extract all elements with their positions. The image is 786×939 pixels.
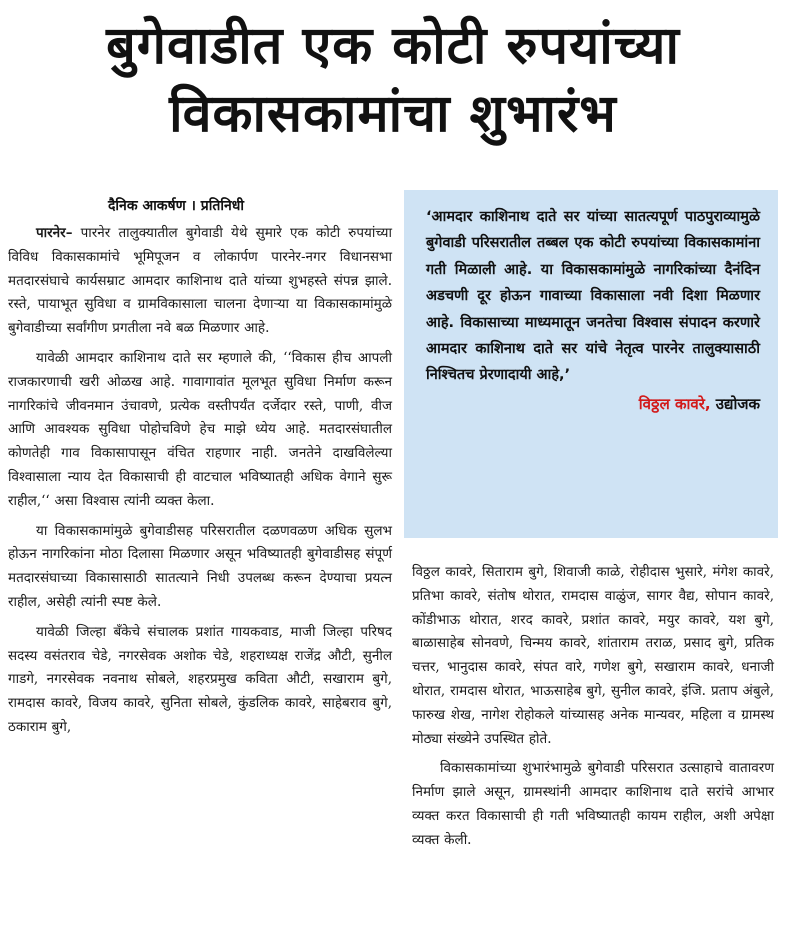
article-paragraph-6: विकासकामांच्या शुभारंभामुळे बुगेवाडी परिसरात उत्साहाचे वातावरण निर्माण झाले असून, ग्रामस्थांनी आमदार काशिनाथ दाते सरांचे आभार व्यक्त करत विकासाची ही गती भविष्यातही कायम राहील, अशी अपेक्षा व्यक्त केली. — [412, 760, 774, 848]
headline — [0, 12, 786, 148]
headline-line-2: विकासकामांचा शुभारंभ — [169, 84, 617, 144]
article-paragraph-5: विठ्ठल कावरे, सिताराम बुगे, शिवाजी काळे, रोहीदास भुसारे, मंगेश कावरे, प्रतिभा कावरे, संतोष थोरात, रामदास वाळुंज, सागर वैद्य, सोपान कावरे, कोंडीभाऊ थोरात, शरद कावरे, प्रशांत कावरे, मयुर कावरे, यश बुगे, बाळासाहेब सोनवणे, चिन्मय कावरे, शांताराम तराळ, प्रसाद बुगे, प्रतिक चत्तर, भानुदास कावरे, संपत वारे, गणेश बुगे, सखाराम कावरे, धनाजी थोरात, रामदास थोरात, भाऊसाहेब बुगे, सुनील कावरे, इंजि. प्रताप अंबुले, फारुख शेख, नागेश रोहोकले यांच्यासह अनेक मान्यवर, महिला व ग्रामस्थ मोठ्या संख्येने उपस्थित होते. — [412, 564, 774, 747]
article-paragraph-2: यावेळी आमदार काशिनाथ दाते सर म्हणाले की, ‘‘विकास हीच आपली राजकारणाची खरी ओळख आहे. गावागावांत मूलभूत सुविधा निर्माण करून नागरिकांचे जीवनमान उंचावणे, प्रत्येक वस्तीपर्यंत दर्जेदार रस्ते, पाणी, वीज आणि आवश्यक सुविधा पोहोचविणे हेच माझे ध्येय आहे. मतदारसंघातील कोणतेही गाव विकासापासून वंचित राहणार नाही. जनतेने दाखविलेल्या विश्वासाला न्याय देत विकासाची ही वाटचाल भविष्यातही अधिक वेगाने सुरू राहील,‘‘ असा विश्वास त्यांनी व्यक्त केला. — [8, 349, 392, 509]
pull-quote-author: विठ्ठल कावरे, — [638, 394, 711, 413]
article-paragraph-4: यावेळी जिल्हा बँकेचे संचालक प्रशांत गायकवाड, माजी जिल्हा परिषद सदस्य वसंतराव चेडे, नगरसेवक अशोक चेडे, शहराध्यक्ष राजेंद्र औटी, सुनील गाडगे, नगरसेवक नवनाथ सोबले, शहरप्रमुख कविता औटी, सखाराम बुगे, रामदास कावरे, विजय कावरे, सुनिता सोबले, कुंडलिक कावरे, साहेबराव बुगे, ठकाराम बुगे, — [8, 623, 392, 735]
article-paragraph-3: या विकासकामांमुळे बुगेवाडीसह परिसरातील दळणवळण अधिक सुलभ होऊन नागरिकांना मोठा दिलासा मिळणार असून भविष्यातही बुगेवाडीसह संपूर्ण मतदारसंघाच्या विकासासाठी सातत्याने निधी उपलब्ध करून देण्याचा प्रयत्न राहील, असेही त्यांनी स्पष्ट केले. — [8, 522, 392, 610]
byline: दैनिक आकर्षण । प्रतिनिधी — [108, 198, 244, 214]
article-left-column — [8, 222, 392, 740]
article-paragraph-1-text: पारनेर तालुक्यातील बुगेवाडी येथे सुमारे एक कोटी रुपयांच्या विविध विकासकामांचे भूमिपूजन व लोकार्पण पारनेर-नगर विधानसभा मतदारसंघाचे कार्यसम्राट आमदार काशिनाथ दाते यांच्या शुभहस्ते संपन्न झाले. रस्ते, पायाभूत सुविधा व ग्रामविकासाला चालना देणाऱ्या या विकासकामांमुळे बुगेवाडीच्या सर्वांगीण प्रगतीला नवे बळ मिळणार आहे. — [8, 225, 393, 337]
dateline: पारनेर– — [36, 225, 73, 241]
pull-quote-box — [404, 190, 778, 538]
pull-quote-role: उद्योजक — [715, 394, 760, 413]
headline-line-1: बुगेवाडीत एक कोटी रुपयांच्या — [106, 16, 680, 76]
pull-quote-attribution — [426, 391, 760, 417]
article-right-column — [412, 561, 774, 853]
pull-quote-text: ‘आमदार काशिनाथ दाते सर यांच्या सातत्यपूर्ण पाठपुराव्यामुळे बुगेवाडी परिसरातील तब्बल एक कोटी रुपयांच्या विकासकामांना गती मिळाली आहे. या विकासकामांमुळे नागरिकांच्या दैनंदिन अडचणी दूर होऊन गावाच्या विकासाला नवी दिशा मिळणार आहे. विकासाच्या माध्यमातून जनतेचा विश्वास संपादन करणारे आमदार काशिनाथ दाते सर यांचे नेतृत्व पारनेर तालुक्यासाठी निश्चितच प्रेरणादायी आहे,’ — [426, 209, 760, 384]
article-paragraph-1 — [8, 222, 392, 341]
